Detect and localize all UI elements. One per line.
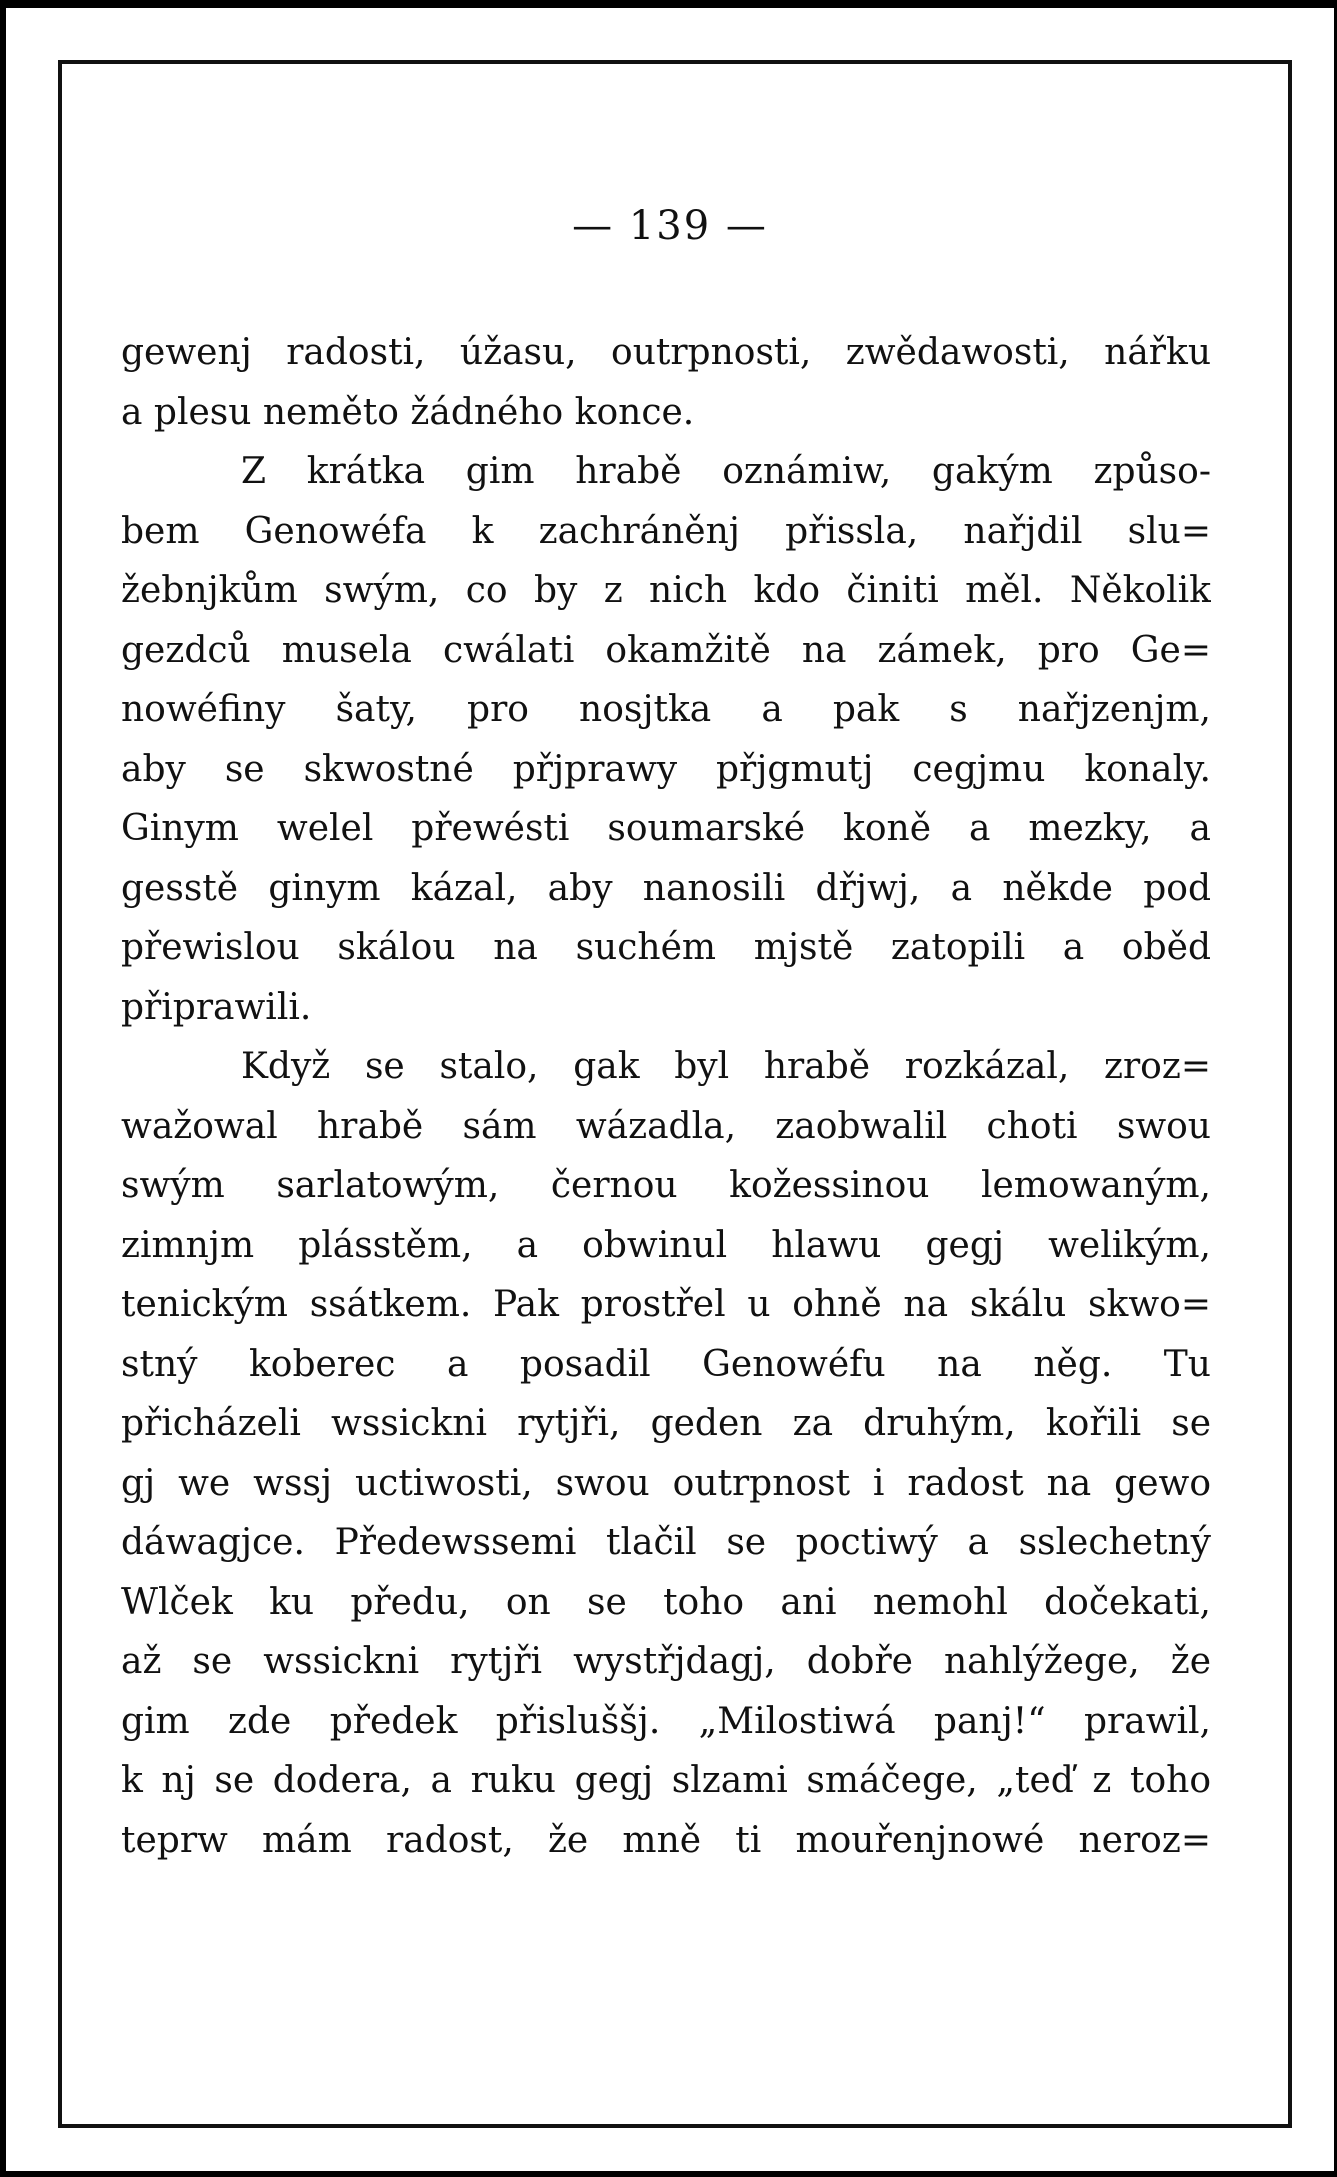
text-line: gim zde předek přisluššj. „Milostiwá panj!“ prawil, [121, 1700, 1211, 1742]
text-line: Z krátka gim hrabě oznámiw, gakým způso- [241, 451, 1211, 492]
text-line: wažowal hrabě sám wázadla, zaobwalil choti swou [121, 1105, 1211, 1147]
text-line: stný koberec a posadil Genowéfu na něg. Tu [121, 1343, 1211, 1385]
text-line: žebnjkům swým, co by z nich kdo činiti měl. Několik [121, 570, 1211, 611]
text-line: gesstě ginym kázal, aby nanosili dřjwj, a někde pod [121, 867, 1211, 909]
text-line: Ginym welel přewésti soumarské koně a mezky, a [121, 808, 1211, 849]
text-line: Wlček ku předu, on se toho ani nemohl dočekati, [121, 1581, 1211, 1623]
text-line: swým sarlatowým, černou kožessinou lemowaným, [121, 1165, 1211, 1206]
text-line: teprw mám radost, že mně ti mouřenjnowé neroz= [121, 1819, 1211, 1861]
text-line: přicházeli wssickni rytjři, geden za druhým, kořili se [121, 1403, 1211, 1444]
text-line: gj we wssj uctiwosti, swou outrpnost i radost na gewo [121, 1462, 1211, 1504]
text-line: nowéfiny šaty, pro nosjtka a pak s nařjzenjm, [121, 689, 1211, 730]
text-line: gewenj radosti, úžasu, outrpnosti, zwědawosti, nářku [121, 332, 1211, 373]
text-line: gezdců musela cwálati okamžitě na zámek, pro Ge= [121, 629, 1211, 671]
text-line: zimnjm plásstěm, a obwinul hlawu gegj welikým, [121, 1224, 1211, 1266]
book-page [6, 8, 1334, 2171]
page-number: — 139 — [572, 203, 768, 249]
text-line: a plesu neměto žádného konce. [121, 391, 695, 433]
text-line: bem Genowéfa k zachráněnj přissla, nařjdil slu= [121, 510, 1211, 552]
body-text [121, 323, 1211, 1870]
text-line: přewislou skálou na suchém mjstě zatopili a oběd [121, 927, 1211, 968]
text-line: připrawili. [121, 986, 312, 1028]
text-line: aby se skwostné přjprawy přjgmutj cegjmu konaly. [121, 748, 1211, 790]
text-line: tenickým ssátkem. Pak prostřel u ohně na skálu skwo= [121, 1284, 1211, 1325]
text-line: Když se stalo, gak byl hrabě rozkázal, zroz= [241, 1046, 1211, 1087]
text-line: k nj se dodera, a ruku gegj slzami smáčege, „teď z toho [121, 1760, 1211, 1801]
text-line: dáwagjce. Předewssemi tlačil se poctiwý a sslechetný [121, 1522, 1211, 1563]
text-line: až se wssickni rytjři wystřjdagj, dobře nahlýžege, že [121, 1641, 1211, 1682]
